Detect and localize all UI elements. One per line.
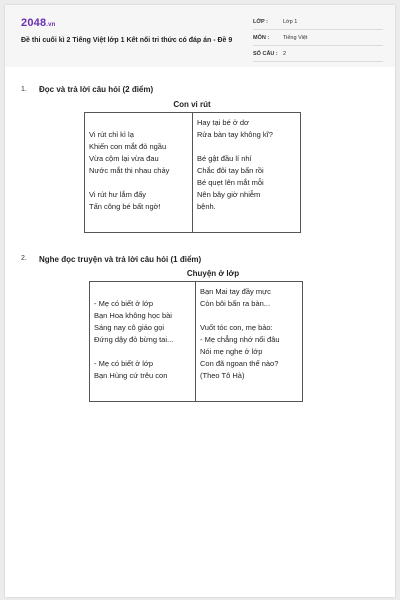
poem-line: Sáng nay cô giáo gọi xyxy=(94,323,165,332)
poem-line: Khiến con mắt đỏ ngầu xyxy=(89,142,167,151)
poem-line: Bé gật đầu lí nhí xyxy=(197,154,252,163)
poem-title: Con vi rút xyxy=(173,100,211,109)
poem-right-column xyxy=(193,113,301,233)
site-logo[interactable]: 2048.vn xyxy=(21,17,56,29)
poem-line: Bé quẹt lên mắt mỗi xyxy=(197,178,264,187)
poem-line: Vi rút chỉ kì lạ xyxy=(89,130,134,139)
poem-right-column xyxy=(196,282,303,402)
poem-line: Hay tại bé ở dơ xyxy=(197,118,249,127)
poem-table xyxy=(89,281,303,402)
poem-left-column xyxy=(85,113,193,233)
poem-line: Bạn Mai tay đầy mực xyxy=(200,287,271,296)
meta-key: MÔN : xyxy=(253,35,270,41)
meta-row-subject xyxy=(253,33,383,46)
meta-value: 2 xyxy=(283,51,287,57)
poem-line: (Theo Tô Hà) xyxy=(200,371,245,380)
poem-line: Con đã ngoan thế nào? xyxy=(200,359,279,368)
poem-line: - Mẹ chẳng nhớ nổi đâu xyxy=(200,335,280,344)
meta-row-class xyxy=(253,17,383,30)
poem-line: Đứng dậy đỏ bừng tai... xyxy=(94,335,174,344)
question-title: Đọc và trả lời câu hỏi (2 điểm) xyxy=(39,85,154,94)
poem-line: Vi rút hư lắm đấy xyxy=(89,190,146,199)
poem-line: Vừa cộm lại vừa đau xyxy=(89,154,159,163)
document-header xyxy=(5,5,395,67)
poem-line: Còn bôi bẩn ra bàn... xyxy=(200,299,271,308)
document-title: Đề thi cuối kì 2 Tiếng Việt lớp 1 Kết nối tri thức có đáp án - Đề 9 xyxy=(21,37,233,44)
meta-key: SỐ CÂU : xyxy=(253,51,278,57)
document-page xyxy=(5,5,395,597)
poem-line: Tấn công bé bất ngờ! xyxy=(89,202,161,211)
question-number: 1. xyxy=(21,86,27,93)
poem-line: Vuốt tóc con, mẹ bảo: xyxy=(200,323,273,332)
meta-value: Tiếng Việt xyxy=(283,35,308,41)
poem-line: bệnh. xyxy=(197,202,216,211)
poem-table xyxy=(84,112,301,233)
poem-line: Bạn Hùng cứ trêu con xyxy=(94,371,168,380)
poem-line: Nên bây giờ nhiễm xyxy=(197,190,261,199)
poem-line: - Mẹ có biết ở lớp xyxy=(94,299,154,308)
poem-line: Nước mắt thi nhau chảy xyxy=(89,166,170,175)
poem-line: Rửa bàn tay không kĩ? xyxy=(197,130,273,139)
poem-line: Bạn Hoa không học bài xyxy=(94,311,172,320)
meta-value: Lớp 1 xyxy=(283,19,298,25)
question-number: 2. xyxy=(21,255,27,262)
poem-line: - Mẹ có biết ở lớp xyxy=(94,359,154,368)
poem-line: Nói mẹ nghe ở lớp xyxy=(200,347,263,356)
question-title: Nghe đọc truyện và trả lời câu hỏi (1 điểm) xyxy=(39,255,202,264)
meta-row-question-count xyxy=(253,49,383,62)
poem-line: Chắc đôi tay bẩn rồi xyxy=(197,166,264,175)
meta-key: LỚP : xyxy=(253,19,268,25)
poem-title: Chuyện ở lớp xyxy=(186,269,240,278)
poem-left-column xyxy=(90,282,196,402)
